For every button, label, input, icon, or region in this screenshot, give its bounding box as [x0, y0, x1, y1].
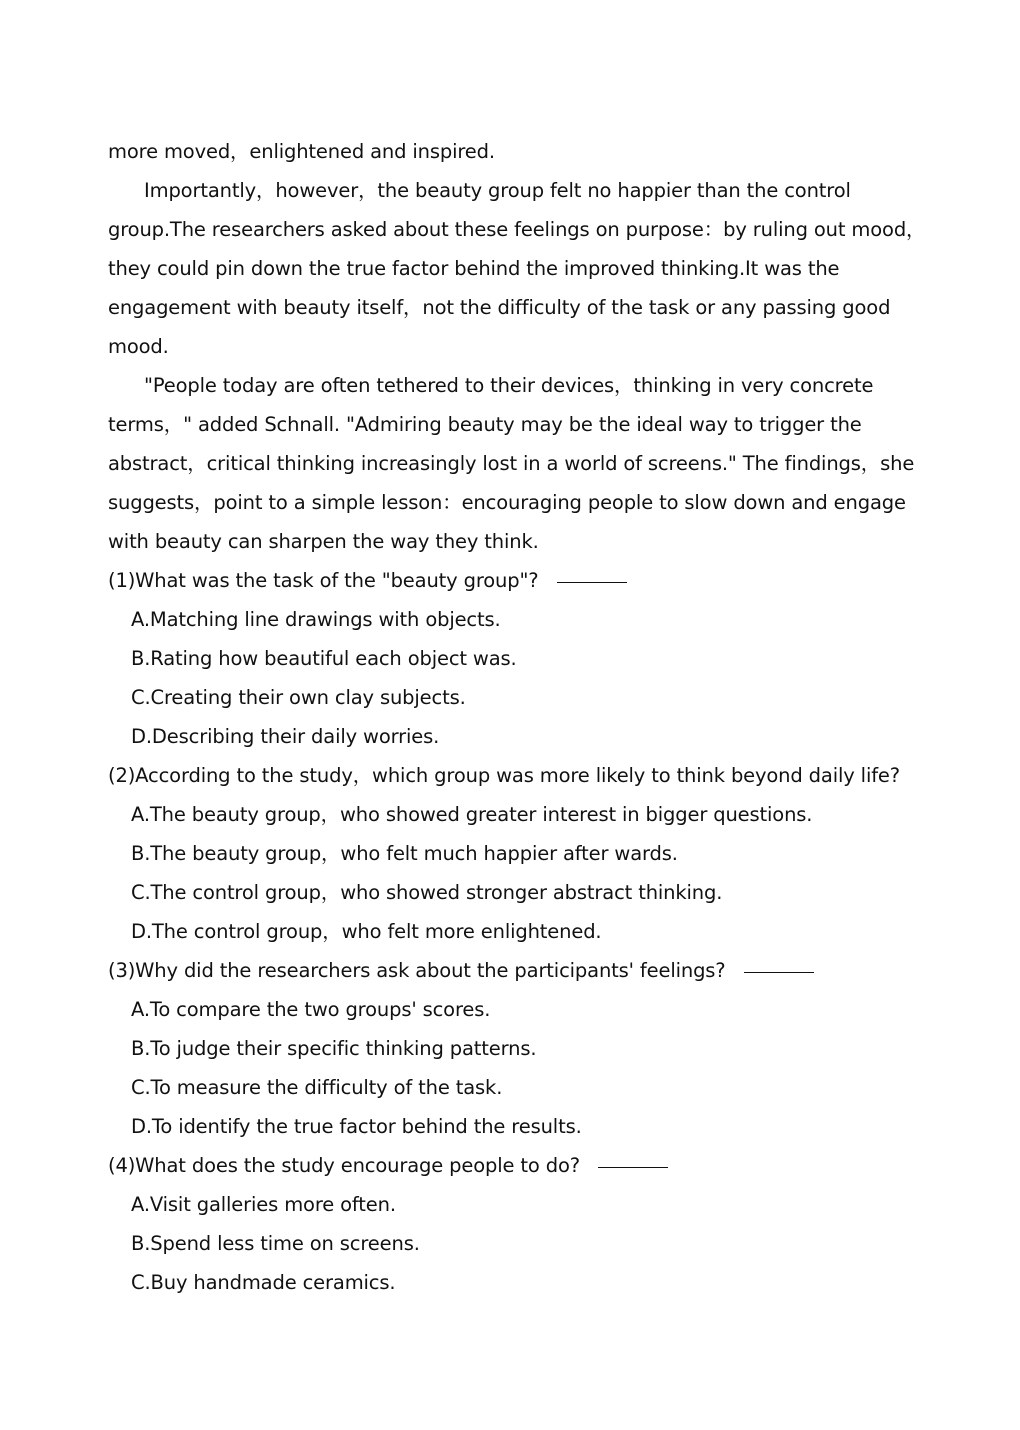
passage-line: "People today are often tethered to their devices，thinking in very concrete — [144, 374, 874, 397]
answer-option[interactable]: D.The control group，who felt more enlightened. — [131, 920, 602, 943]
question-stem — [108, 951, 918, 990]
question-text: (3)Why did the researchers ask about the participants' feelings? — [108, 959, 726, 982]
answer-option[interactable]: A.Matching line drawings with objects. — [131, 608, 501, 631]
answer-option[interactable]: B.Rating how beautiful each object was. — [131, 647, 517, 670]
passage-line: mood. — [108, 335, 169, 358]
answer-option[interactable]: C.Creating their own clay subjects. — [131, 686, 466, 709]
reading-passage — [108, 132, 926, 561]
document-page — [108, 132, 926, 1302]
answer-option[interactable]: B.The beauty group，who felt much happier after wards. — [131, 842, 678, 865]
passage-line: more moved，enlightened and inspired. — [108, 140, 495, 163]
passage-line: terms，" added Schnall. "Admiring beauty may be the ideal way to trigger the — [108, 413, 862, 436]
question-stem — [108, 1146, 918, 1185]
answer-blank[interactable] — [744, 971, 814, 973]
answer-option[interactable]: C.The control group，who showed stronger abstract thinking. — [131, 881, 723, 904]
question-text: (4)What does the study encourage people to do? — [108, 1154, 580, 1177]
passage-line: group.The researchers asked about these feelings on purpose：by ruling out mood， — [108, 218, 926, 241]
passage-line: engagement with beauty itself，not the difficulty of the task or any passing good — [108, 296, 891, 319]
question-stem — [108, 756, 918, 795]
answer-option[interactable]: B.To judge their specific thinking patterns. — [131, 1037, 537, 1060]
question-3 — [108, 951, 918, 1146]
passage-line: with beauty can sharpen the way they think. — [108, 530, 539, 553]
question-stem — [108, 561, 918, 600]
answer-option[interactable]: A.To compare the two groups' scores. — [131, 998, 491, 1021]
question-1 — [108, 561, 918, 756]
answer-option[interactable]: C.Buy handmade ceramics. — [131, 1271, 396, 1294]
question-text: (1)What was the task of the "beauty group"? — [108, 569, 539, 592]
passage-line: suggests，point to a simple lesson：encouraging people to slow down and engage — [108, 491, 906, 514]
passage-line: abstract，critical thinking increasingly lost in a world of screens." The findings，she — [108, 452, 915, 475]
question-2 — [108, 756, 918, 951]
answer-option[interactable]: D.Describing their daily worries. — [131, 725, 440, 748]
answer-blank[interactable] — [598, 1166, 668, 1168]
answer-blank[interactable] — [557, 581, 627, 583]
passage-line: they could pin down the true factor behind the improved thinking.It was the — [108, 257, 840, 280]
passage-line: Importantly，however，the beauty group felt no happier than the control — [144, 179, 851, 202]
answer-option[interactable]: A.The beauty group，who showed greater interest in bigger questions. — [131, 803, 813, 826]
question-4 — [108, 1146, 918, 1302]
answer-option[interactable]: C.To measure the difficulty of the task. — [131, 1076, 503, 1099]
question-text: (2)According to the study，which group was more likely to think beyond daily life? — [108, 764, 900, 787]
answer-option[interactable]: A.Visit galleries more often. — [131, 1193, 396, 1216]
answer-option[interactable]: B.Spend less time on screens. — [131, 1232, 420, 1255]
answer-option[interactable]: D.To identify the true factor behind the results. — [131, 1115, 582, 1138]
